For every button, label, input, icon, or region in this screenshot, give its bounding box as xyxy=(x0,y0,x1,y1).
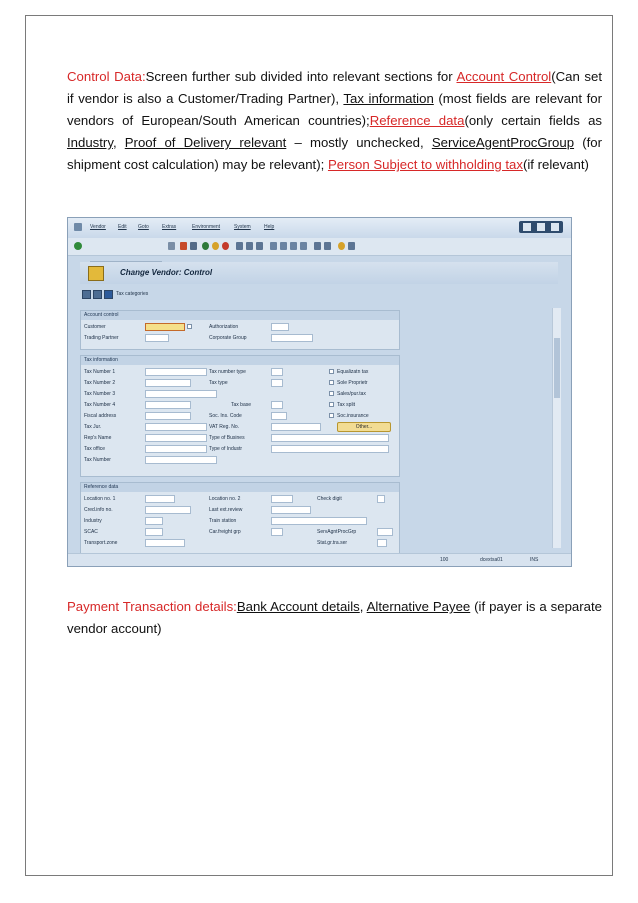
info-icon[interactable] xyxy=(104,290,113,299)
text-segment: , xyxy=(359,599,367,614)
field-label: Location no. 2 xyxy=(209,496,241,502)
tax-split-checkbox[interactable] xyxy=(329,402,334,407)
train-station-input[interactable] xyxy=(271,517,367,525)
vat-reg-no-input[interactable] xyxy=(271,423,321,431)
minimize-icon[interactable] xyxy=(523,223,531,231)
status-mode: INS xyxy=(530,557,539,563)
tax-office-input[interactable] xyxy=(145,445,207,453)
vertical-scrollbar[interactable] xyxy=(552,308,561,548)
tax-number-input[interactable] xyxy=(145,456,217,464)
sap-screenshot xyxy=(67,217,572,567)
field-label: Customer xyxy=(84,324,106,330)
other-object-icon[interactable] xyxy=(93,290,102,299)
tax-information-section xyxy=(80,355,400,477)
payment-transaction-heading: Payment Transaction details: xyxy=(67,599,237,614)
tax-number-type-input[interactable] xyxy=(271,368,283,376)
tax-number-3-input[interactable] xyxy=(145,390,217,398)
fiscal-address-input[interactable] xyxy=(145,412,191,420)
field-label: Check digit xyxy=(317,496,342,502)
window-controls xyxy=(519,221,563,233)
text-segment: (for shipment cost calculation) may be relevant); xyxy=(67,135,603,172)
green-back-icon[interactable] xyxy=(202,242,209,250)
field-label: Equalizatn tax xyxy=(337,369,369,375)
layout-icon[interactable] xyxy=(348,242,355,250)
menu-system[interactable]: System xyxy=(234,224,251,230)
location-no-1-input[interactable] xyxy=(145,495,175,503)
menu-environment[interactable]: Environment xyxy=(192,224,221,230)
menu-edit[interactable]: Edit xyxy=(118,224,127,230)
proof-of-delivery-link[interactable]: Proof of Delivery relevant xyxy=(124,135,287,150)
control-data-paragraph xyxy=(67,66,602,176)
tax-categories-button[interactable]: Tax categories xyxy=(116,291,149,297)
last-page-icon[interactable] xyxy=(300,242,307,250)
tax-number-2-input[interactable] xyxy=(145,379,191,387)
maximize-icon[interactable] xyxy=(537,223,545,231)
field-label: Soc. Ins. Code xyxy=(209,413,242,419)
trading-partner-input[interactable] xyxy=(145,334,169,342)
field-label: Tax Number 4 xyxy=(84,402,116,408)
status-zoom: 100 xyxy=(440,557,449,563)
menu-help[interactable]: Help xyxy=(264,224,275,230)
field-label: Tax type xyxy=(209,380,228,386)
menu-goto[interactable]: Goto xyxy=(138,224,149,230)
field-label: Type of Industr xyxy=(209,446,243,452)
stat-gr-tra-ser-input[interactable] xyxy=(377,539,387,547)
field-label: ServAgntProcGrp xyxy=(317,529,357,535)
reps-name-input[interactable] xyxy=(145,434,207,442)
field-label: Car.freight grp xyxy=(209,529,241,535)
new-session-icon[interactable] xyxy=(314,242,321,250)
field-label: Stat.gr.tra.ser xyxy=(317,540,348,546)
field-label: Tax base xyxy=(231,402,252,408)
field-label: Location no. 1 xyxy=(84,496,116,502)
location-no-2-input[interactable] xyxy=(271,495,293,503)
status-bar xyxy=(68,553,571,566)
display-change-icon[interactable] xyxy=(82,290,91,299)
close-icon[interactable] xyxy=(551,223,559,231)
customer-search-help-icon[interactable] xyxy=(187,324,192,329)
help-icon[interactable] xyxy=(338,242,345,250)
alternative-payee-link[interactable]: Alternative Payee xyxy=(366,599,471,614)
field-label: Corporate Group xyxy=(209,335,247,341)
other-button[interactable]: Other... xyxy=(337,422,391,432)
service-agent-proc-group-link[interactable]: ServiceAgentProcGroup xyxy=(431,135,575,150)
shortcut-icon[interactable] xyxy=(324,242,331,250)
section-header: Account control xyxy=(81,311,399,320)
text-segment: – mostly unchecked, xyxy=(286,135,432,150)
tax-information-link[interactable]: Tax information xyxy=(343,91,434,106)
corporate-group-input[interactable] xyxy=(271,334,313,342)
tax-number-1-input[interactable] xyxy=(145,368,207,376)
field-label: Tax Jur. xyxy=(84,424,102,430)
tax-jur-input[interactable] xyxy=(145,423,207,431)
text-segment: (if relevant) xyxy=(522,157,589,172)
authorization-input[interactable] xyxy=(271,323,289,331)
system-toolbar xyxy=(68,238,571,256)
field-label: Train station xyxy=(209,518,237,524)
back-icon[interactable] xyxy=(180,242,187,250)
transport-zone-input[interactable] xyxy=(145,539,185,547)
field-label: Sales/pur.tax xyxy=(337,391,366,397)
field-label: Tax Number 3 xyxy=(84,391,116,397)
tax-type-input[interactable] xyxy=(271,379,283,387)
check-digit-input[interactable] xyxy=(377,495,385,503)
save-icon[interactable] xyxy=(190,242,197,250)
reference-data-section xyxy=(80,482,400,554)
field-label: Trading Partner xyxy=(84,335,119,341)
cred-info-no-input[interactable] xyxy=(145,506,191,514)
field-label: Rep's Name xyxy=(84,435,112,441)
text-segment: , xyxy=(112,135,125,150)
app-menu-icon[interactable] xyxy=(74,223,82,231)
dropdown-icon[interactable] xyxy=(168,242,175,250)
account-control-link[interactable]: Account Control xyxy=(456,69,552,84)
cancel-icon[interactable] xyxy=(222,242,229,250)
first-page-icon[interactable] xyxy=(270,242,277,250)
sole-proprietor-checkbox[interactable] xyxy=(329,380,334,385)
title-bar xyxy=(80,262,558,284)
customer-input[interactable] xyxy=(145,323,185,331)
menu-extras[interactable]: Extras xyxy=(162,224,177,230)
type-of-business-input[interactable] xyxy=(271,434,389,442)
prev-page-icon[interactable] xyxy=(280,242,287,250)
industry-link[interactable]: Industry xyxy=(67,135,113,150)
field-label: Tax Number 2 xyxy=(84,380,116,386)
field-label: Last ext.review xyxy=(209,507,243,513)
soc-ins-code-input[interactable] xyxy=(271,412,287,420)
find-icon[interactable] xyxy=(246,242,253,250)
menu-vendor[interactable]: Vendor xyxy=(90,224,106,230)
text-segment: (only certain fields as xyxy=(464,113,602,128)
field-label: Authorization xyxy=(209,324,239,330)
soc-insurance-checkbox[interactable] xyxy=(329,413,334,418)
field-label: Tax number type xyxy=(209,369,246,375)
sales-pur-tax-checkbox[interactable] xyxy=(329,391,334,396)
field-label: Soc.insurance xyxy=(337,413,369,419)
field-label: Tax Number 1 xyxy=(84,369,116,375)
text-segment: (if payer is a separate vendor account) xyxy=(67,599,602,636)
field-label: Tax office xyxy=(84,446,106,452)
text-segment: Screen further sub divided into relevant sections for xyxy=(145,69,457,84)
application-toolbar xyxy=(80,288,380,302)
field-label: Tax split xyxy=(337,402,356,408)
menu-bar xyxy=(68,218,571,239)
industry-input[interactable] xyxy=(145,517,163,525)
exit-icon[interactable] xyxy=(212,242,219,250)
tax-base-input[interactable] xyxy=(271,401,283,409)
bank-account-details-link[interactable]: Bank Account details xyxy=(236,599,360,614)
type-of-industry-input[interactable] xyxy=(271,445,389,453)
field-label: Sole Proprietr xyxy=(337,380,368,386)
text-segment: (Can set if vendor is also a Customer/Trading Partner), xyxy=(67,69,602,106)
field-label: SCAC xyxy=(84,529,98,535)
next-page-icon[interactable] xyxy=(290,242,297,250)
field-label: VAT Reg. No. xyxy=(209,424,240,430)
field-label: Transport.zone xyxy=(84,540,118,546)
enter-icon[interactable] xyxy=(74,242,82,250)
status-server: dcextsa01 xyxy=(480,557,503,563)
last-ext-review-input[interactable] xyxy=(271,506,311,514)
scac-input[interactable] xyxy=(145,528,163,536)
account-control-section xyxy=(80,310,400,350)
text-segment: (most fields are relevant for vendors of European/South American countries); xyxy=(67,91,602,128)
screen-title: Change Vendor: Control xyxy=(120,268,213,277)
field-label: Cred.info no. xyxy=(84,507,113,513)
scrollbar-thumb[interactable] xyxy=(554,338,560,398)
field-label: Fiscal address xyxy=(84,413,117,419)
field-label: Industry xyxy=(84,518,102,524)
car-freight-grp-input[interactable] xyxy=(271,528,283,536)
section-header: Tax information xyxy=(81,356,399,365)
field-label: Type of Busines xyxy=(209,435,245,441)
reference-data-link[interactable]: Reference data xyxy=(369,113,465,128)
equalization-tax-checkbox[interactable] xyxy=(329,369,334,374)
person-subject-withholding-link[interactable]: Person Subject to withholding tax xyxy=(327,157,523,172)
section-header: Reference data xyxy=(81,483,399,492)
tax-number-4-input[interactable] xyxy=(145,401,191,409)
payment-transaction-paragraph xyxy=(67,596,602,640)
print-icon[interactable] xyxy=(236,242,243,250)
find-next-icon[interactable] xyxy=(256,242,263,250)
vendor-icon xyxy=(88,266,104,281)
field-label: Tax Number xyxy=(84,457,111,463)
control-data-heading: Control Data: xyxy=(67,69,146,84)
serv-agnt-proc-grp-input[interactable] xyxy=(377,528,393,536)
